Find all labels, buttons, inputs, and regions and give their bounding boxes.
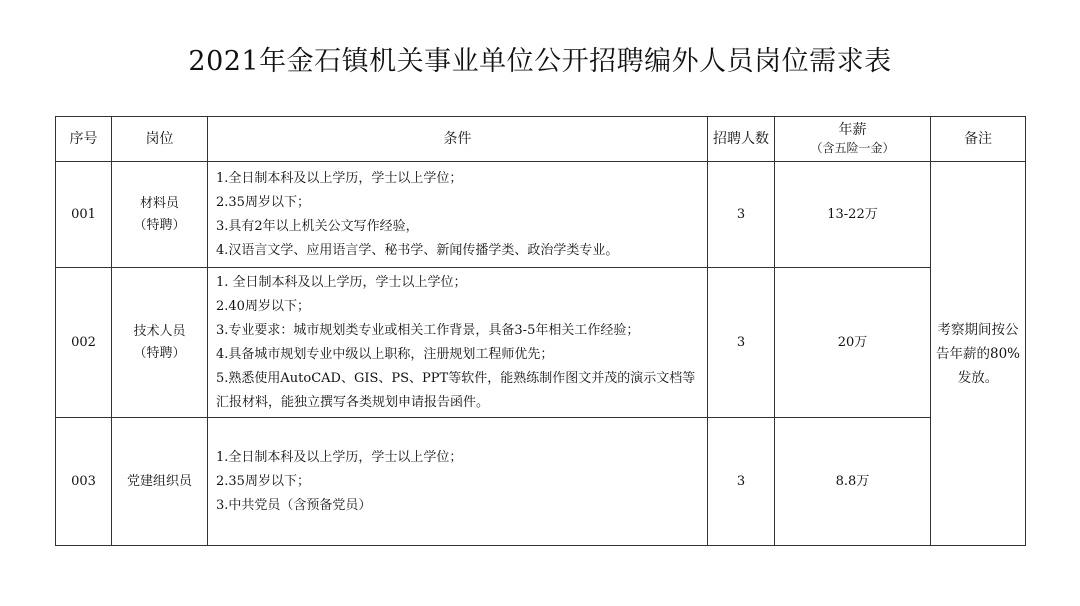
cell-salary: 8.8万 [775,418,931,546]
header-salary [775,117,931,162]
header-remarks: 备注 [931,117,1026,162]
cell-salary: 20万 [775,268,931,418]
condition-line: 1. 全日制本科及以上学历，学士以上学位； [216,274,467,290]
header-salary-label: 年薪 [838,122,867,138]
cell-seq: 001 [56,162,112,268]
position-name: 技术人员 [133,323,186,339]
table-row [56,418,1026,546]
job-requirements-table [55,116,1026,546]
condition-line: 3.具有2年以上机关公文写作经验， [216,218,419,234]
header-salary-note: （含五险一金） [810,141,895,155]
condition-line: 4.汉语言文学、应用语言学、秘书学、新闻传播学类、政治学类专业。 [216,242,619,258]
cell-conditions [208,268,708,418]
table-row [56,268,1026,418]
position-name: 党建组织员 [126,473,192,489]
cell-count: 3 [708,268,775,418]
position-name: 材料员 [139,195,179,211]
condition-line: 4.具备城市规划专业中级以上职称，注册规划工程师优先； [216,346,554,362]
cell-conditions [208,418,708,546]
table-row [56,162,1026,268]
cell-position [112,418,208,546]
cell-position [112,162,208,268]
cell-salary: 13-22万 [775,162,931,268]
condition-line: 1.全日制本科及以上学历，学士以上学位； [216,170,463,186]
cell-position [112,268,208,418]
header-conditions: 条件 [208,117,708,162]
cell-seq: 002 [56,268,112,418]
condition-line: 2.35周岁以下； [216,194,310,210]
header-count: 招聘人数 [708,117,775,162]
header-position: 岗位 [112,117,208,162]
condition-line: 2.35周岁以下； [216,473,310,489]
condition-line: 2.40周岁以下； [216,298,310,314]
table-header-row [56,117,1026,162]
cell-conditions [208,162,708,268]
cell-seq: 003 [56,418,112,546]
condition-line: 5.熟悉使用AutoCAD、GIS、PS、PPT等软件，能熟练制作图文并茂的演示文档等汇报材料，能独立撰写各类规划申请报告函件。 [216,370,696,410]
condition-line: 3.专业要求：城市规划类专业或相关工作背景，具备3-5年相关工作经验； [216,322,640,338]
position-type: （特聘） [133,345,186,361]
condition-line: 1.全日制本科及以上学历，学士以上学位； [216,449,463,465]
position-type: （特聘） [133,217,186,233]
cell-count: 3 [708,418,775,546]
header-seq: 序号 [56,117,112,162]
cell-count: 3 [708,162,775,268]
condition-line: 3.中共党员（含预备党员） [216,497,372,513]
cell-remarks: 考察期间按公告年薪的80%发放。 [931,162,1026,546]
page-title: 2021年金石镇机关事业单位公开招聘编外人员岗位需求表 [188,46,892,77]
